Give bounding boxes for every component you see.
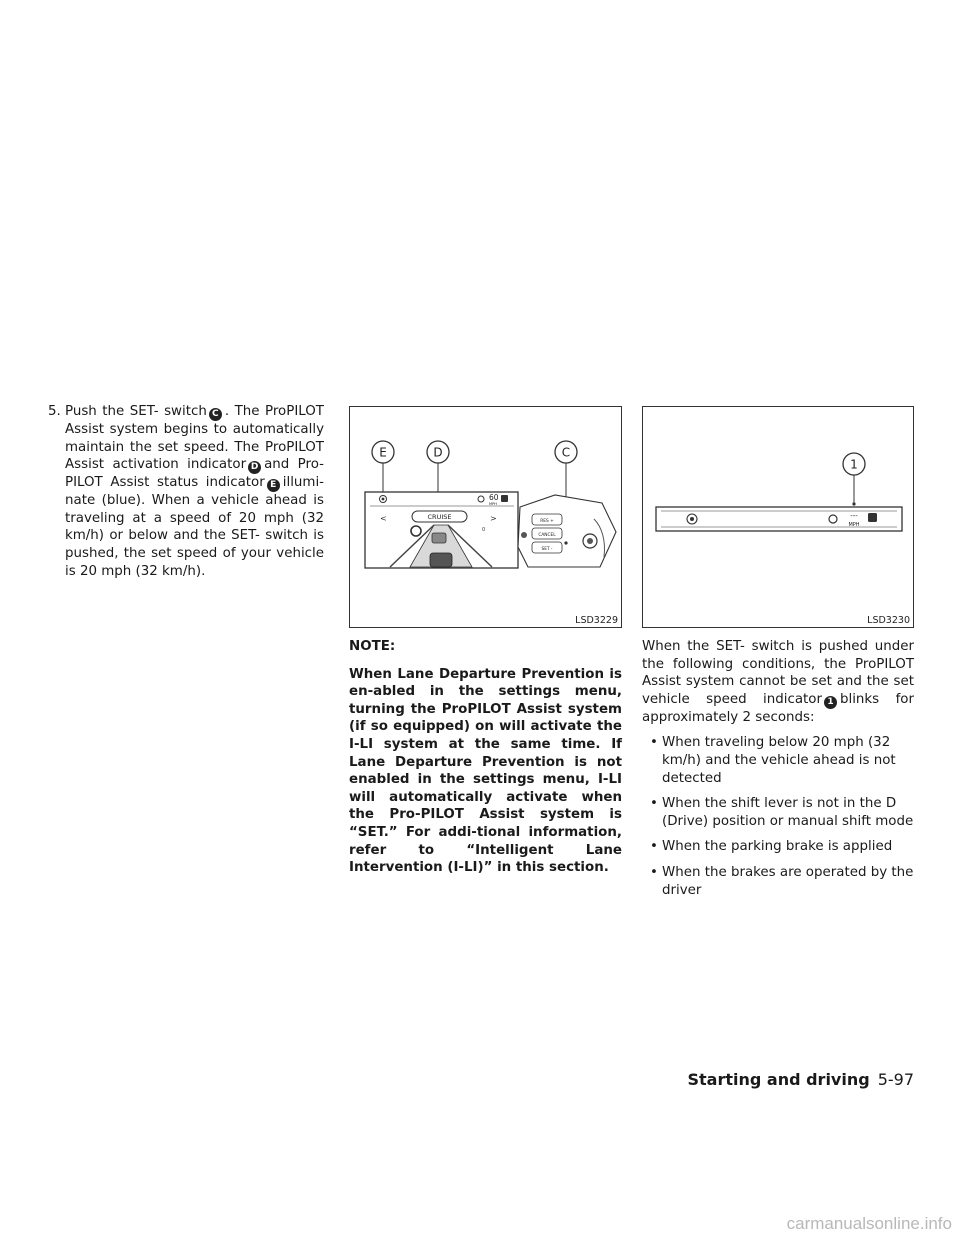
marker-d: D (248, 461, 261, 474)
svg-text:CANCEL: CANCEL (538, 533, 556, 538)
page-number: 5-97 (877, 1070, 914, 1089)
svg-text:CRUISE: CRUISE (427, 513, 452, 521)
svg-text:>: > (490, 514, 497, 523)
list-item: • When traveling below 20 mph (32 km/h) and the vehicle ahead is not detected (642, 734, 914, 787)
conditions-list (642, 734, 914, 899)
list-item: • When the parking brake is applied (642, 838, 914, 856)
callout-1: 1 (850, 457, 858, 472)
page-footer (687, 1070, 914, 1089)
svg-text:<: < (380, 514, 387, 523)
svg-text:0: 0 (482, 527, 486, 533)
callout-d: D (433, 445, 443, 460)
step-5 (48, 403, 324, 580)
note-block (349, 638, 622, 877)
figure-set-speed-indicator (642, 406, 914, 628)
section-title: Starting and driving (687, 1070, 870, 1089)
figure-code: LSD3229 (575, 615, 618, 626)
figure1-illustration (350, 407, 621, 627)
svg-text:MPH: MPH (489, 502, 497, 506)
svg-text:MPH: MPH (848, 522, 860, 528)
callout-c: C (561, 445, 571, 460)
note-body: When Lane Departure Prevention is en-abled in the settings menu, turning the ProPILOT Assist system (if so equipped) on will activate the I-LI system at the same time. If Lane Departure Prevention is not enabled in the settings menu, I-LI will automatically activate when the Pro-PILOT Assist system is “SET.” For addi-tional information, refer to “Intelligent Lane Intervention (I-LI)” in this section. (349, 666, 622, 876)
conditions-block (642, 638, 914, 907)
marker-c: C (209, 408, 222, 421)
list-item: • When the brakes are operated by the driver (642, 864, 914, 899)
marker-1: 1 (824, 696, 837, 709)
step-text: Push the SET- switch C . The ProPILOT Assist system begins to automatically maintain the set speed. The ProPILOT Assist activation indicator D and Pro-PILOT Assist status indicator E illumi-nate (blue). When a vehicle ahead is traveling at a speed of 20 mph (32 km/h) or below and the SET- switch is pushed, the set speed of your vehicle is 20 mph (32 km/h). (65, 404, 324, 579)
note-heading: NOTE: (349, 639, 396, 654)
figure-code: LSD3230 (867, 615, 910, 626)
figure-propilot-display-and-switch (349, 406, 622, 628)
svg-text:---: --- (850, 512, 858, 520)
conditions-intro: When the SET- switch is pushed under the following conditions, the ProPILOT Assist system cannot be set and the set vehicle speed indicator 1 blinks for approximately 2 seconds: (642, 639, 914, 725)
marker-e: E (267, 479, 280, 492)
figure2-illustration (643, 407, 913, 627)
svg-text:SET -: SET - (541, 547, 553, 552)
step-number: 5. (48, 404, 61, 419)
callout-e: E (379, 445, 387, 460)
svg-text:RES +: RES + (540, 519, 554, 524)
list-item: • When the shift lever is not in the D (Drive) position or manual shift mode (642, 795, 914, 830)
svg-text:60: 60 (489, 493, 499, 502)
watermark: carmanualsonline.info (786, 1214, 952, 1233)
